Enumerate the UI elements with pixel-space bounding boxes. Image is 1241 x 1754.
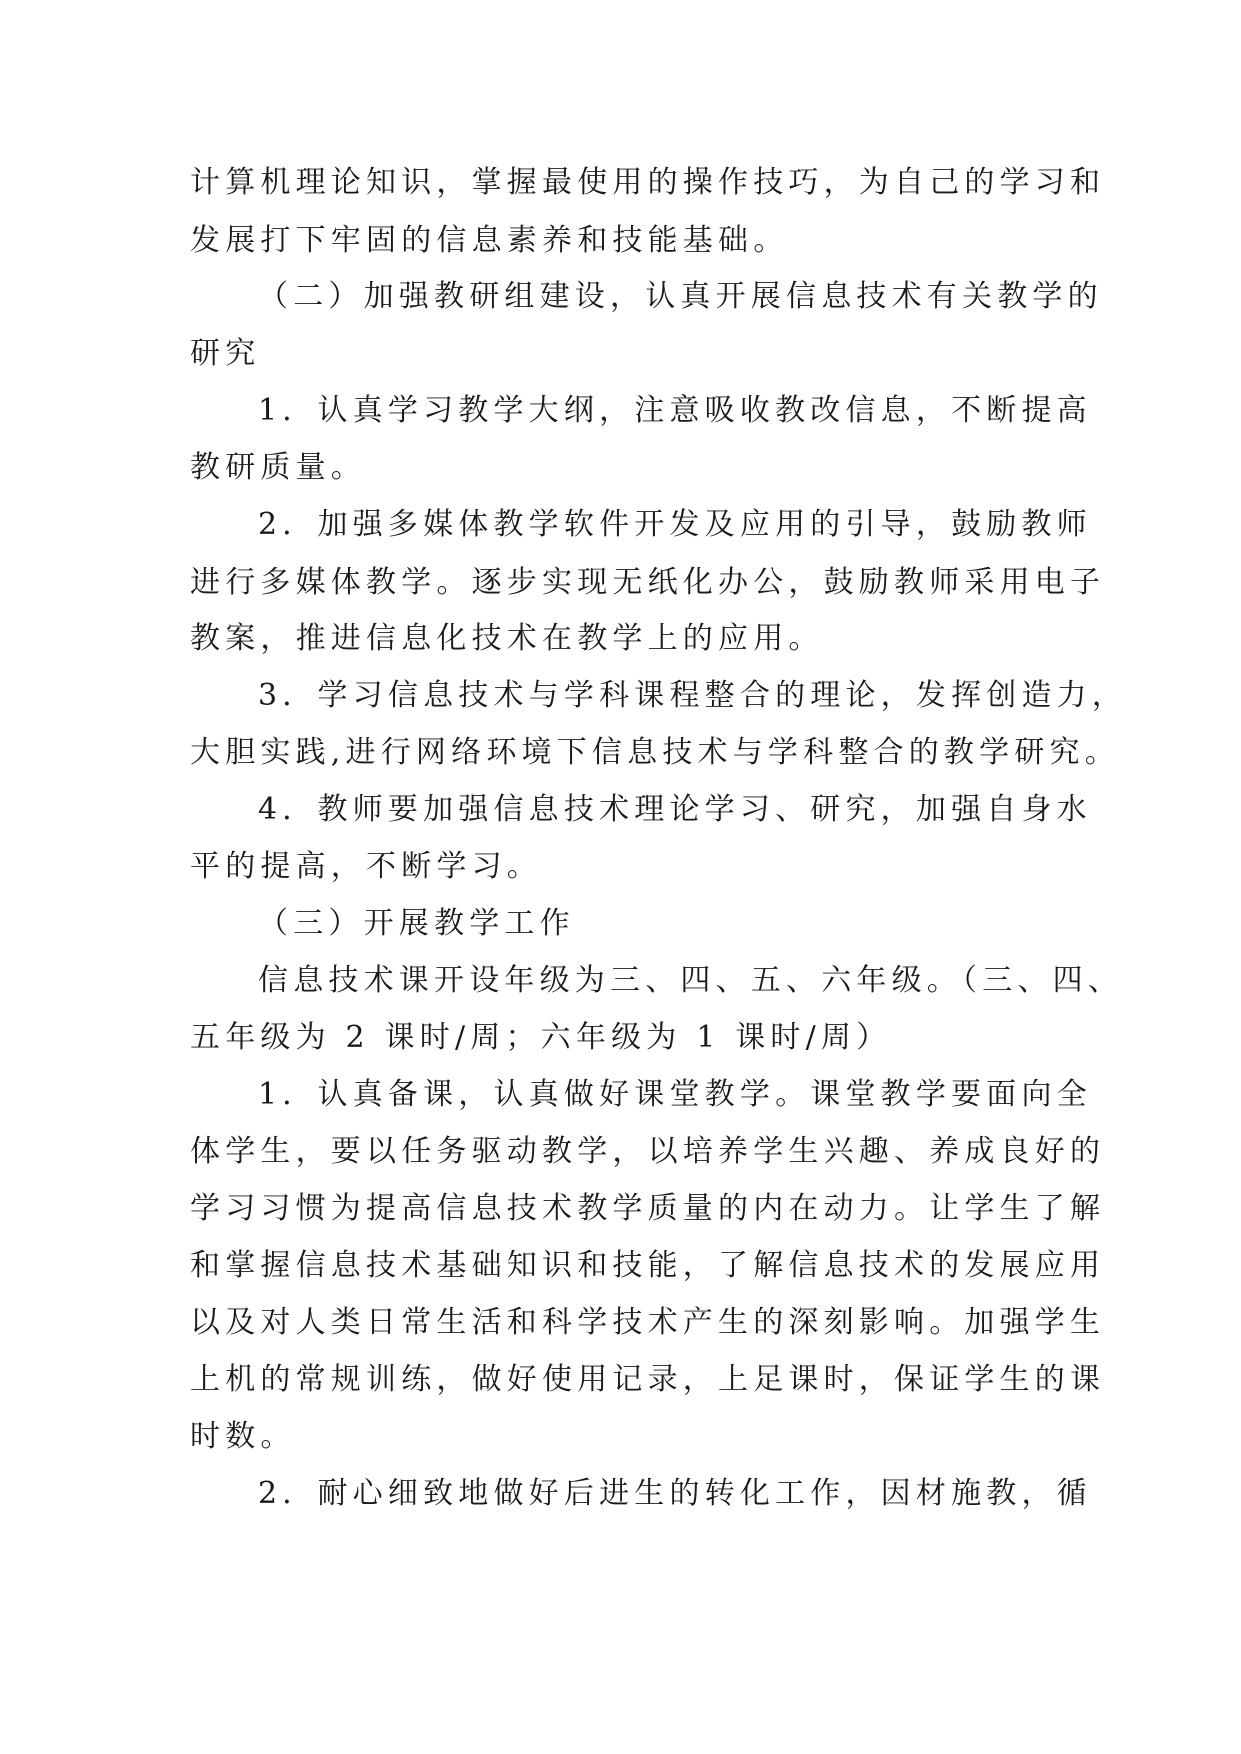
list-item: 3．学习信息技术与学科课程整合的理论，发挥创造力， [258,678,1128,713]
text-line: 和掌握信息技术基础知识和技能，了解信息技术的发展应用 [190,1248,1106,1283]
text-line: 以及对人类日常生活和科学技术产生的深刻影响。加强学生 [190,1305,1106,1340]
list-item: 1．认真学习教学大纲，注意吸收教改信息，不断提高 [258,393,1092,428]
text-line: 时数。 [190,1419,296,1454]
section-heading: （三）开展教学工作 [258,906,575,941]
section-heading: （二）加强教研组建设，认真开展信息技术有关教学的 [258,279,1103,314]
text-line: 五年级为 2 课时/周；六年级为 1 课时/周） [190,1020,892,1055]
text-line: 学习习惯为提高信息技术教学质量的内在动力。让学生了解 [190,1191,1106,1226]
section-heading-continuation: 研究 [190,336,261,371]
list-item: 1．认真备课，认真做好课堂教学。课堂教学要面向全 [258,1077,1092,1112]
text-line: 平的提高，不断学习。 [190,849,542,884]
text-line: 教案，推进信息化技术在教学上的应用。 [190,621,824,656]
text-line: 上机的常规训练，做好使用记录，上足课时，保证学生的课 [190,1362,1106,1397]
text-line: 发展打下牢固的信息素养和技能基础。 [190,223,789,258]
list-item: 4．教师要加强信息技术理论学习、研究，加强自身水 [258,792,1092,827]
text-line: 教研质量。 [190,450,366,485]
paragraph-line: 信息技术课开设年级为三、四、五、六年级。（三、四、 [258,963,1123,998]
list-item: 2．耐心细致地做好后进生的转化工作，因材施教，循 [258,1476,1092,1511]
text-line: 计算机理论知识，掌握最使用的操作技巧，为自己的学习和 [190,165,1106,200]
list-item: 2．加强多媒体教学软件开发及应用的引导，鼓励教师 [258,507,1092,542]
text-line: 体学生，要以任务驱动教学，以培养学生兴趣、养成良好的 [190,1134,1106,1169]
text-line: 大胆实践,进行网络环境下信息技术与学科整合的教学研究。 [190,735,1120,770]
text-line: 进行多媒体教学。逐步实现无纸化办公，鼓励教师采用电子 [190,565,1106,600]
